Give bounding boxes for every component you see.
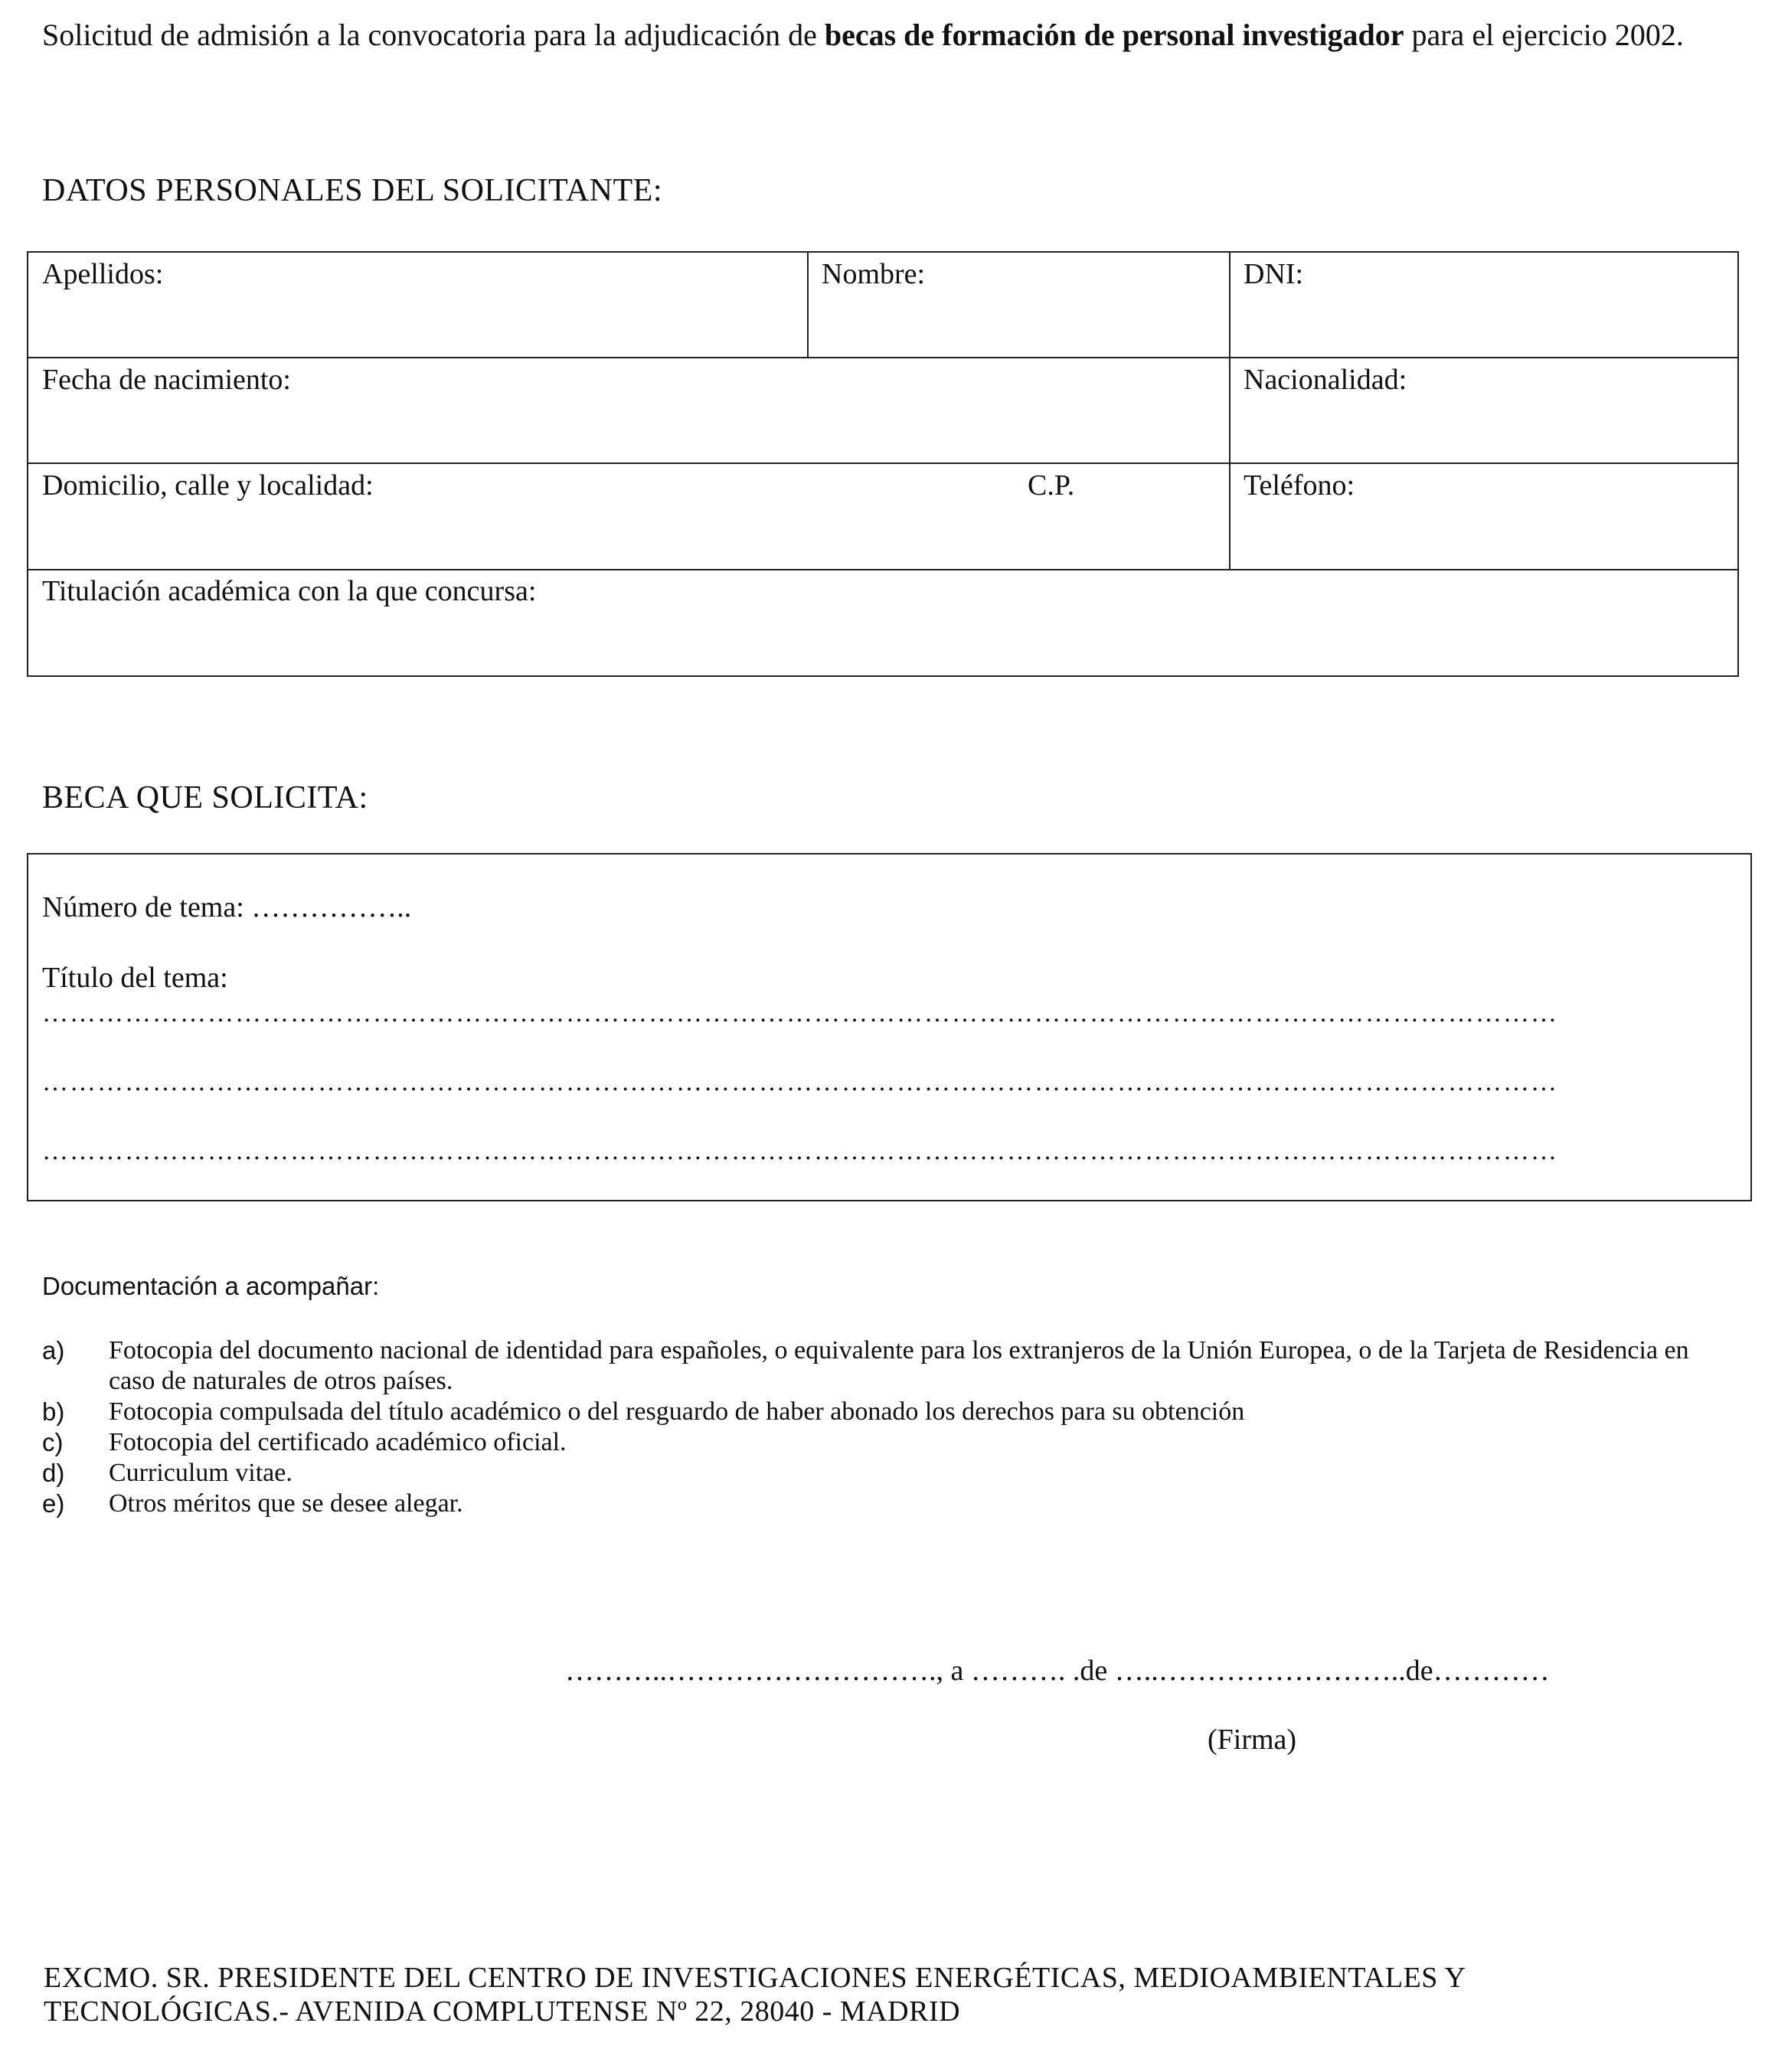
doc-item-letter: a) (42, 1336, 65, 1364)
nombre-field[interactable]: Nombre: (822, 258, 926, 290)
footer-address (44, 1961, 1740, 2028)
table-col-divider (1229, 251, 1231, 570)
doc-item-letter: b) (42, 1397, 65, 1426)
doc-item-text: Curriculum vitae. (109, 1459, 293, 1487)
titulo-tema-line-2[interactable]: ………………………………………………………………………………………………………………………………………………… (42, 1068, 1558, 1096)
doc-item-text: Fotocopia del certificado académico oficial. (109, 1428, 567, 1456)
dni-field[interactable]: DNI: (1244, 258, 1304, 290)
personal-data-table (27, 251, 1739, 677)
titulo-tema-line-1[interactable]: ………………………………………………………………………………………………………………………………………………… (42, 999, 1558, 1028)
place-date-line[interactable]: ………..………………………., a ………. .de …..……………………..de………… (565, 1655, 1550, 1687)
table-row-divider (27, 357, 1739, 358)
numero-tema-field[interactable]: Número de tema: …………….. (42, 891, 412, 923)
apellidos-field[interactable]: Apellidos: (42, 258, 164, 290)
fecha-nacimiento-field[interactable]: Fecha de nacimiento: (42, 364, 291, 396)
intro-prefix: Solicitud de admisión a la convocatoria para la adjudicación de (42, 18, 825, 52)
doc-item-letter: d) (42, 1459, 65, 1487)
cp-field[interactable]: C.P. (1028, 469, 1075, 502)
footer-line-1: EXCMO. SR. PRESIDENTE DEL CENTRO DE INVESTIGACIONES ENERGÉTICAS, MEDIOAMBIENTALES Y (44, 1962, 1466, 1994)
table-row-divider (27, 462, 1739, 464)
doc-item-text: Fotocopia compulsada del título académico o del resguardo de haber abonado los derechos para su obtención (109, 1397, 1245, 1426)
personal-data-heading: DATOS PERSONALES DEL SOLICITANTE: (42, 173, 662, 208)
intro-bold: becas de formación de personal investigador (824, 18, 1404, 52)
firma-label: (Firma) (1208, 1724, 1297, 1756)
doc-item-letter: c) (42, 1428, 64, 1456)
titulo-tema-line-3[interactable]: ………………………………………………………………………………………………………………………………………………… (42, 1137, 1558, 1165)
telefono-field[interactable]: Teléfono: (1244, 469, 1355, 502)
table-col-divider (807, 251, 809, 358)
doc-item-text: Otros méritos que se desee alegar. (109, 1489, 463, 1518)
titulacion-field[interactable]: Titulación académica con la que concursa: (42, 575, 537, 607)
table-row-divider (27, 569, 1739, 570)
footer-line-2: TECNOLÓGICAS.- AVENIDA COMPLUTENSE Nº 22, 28040 - MADRID (44, 1995, 961, 2028)
domicilio-field[interactable]: Domicilio, calle y localidad: (42, 469, 374, 502)
nacionalidad-field[interactable]: Nacionalidad: (1244, 364, 1407, 396)
doc-item-letter: e) (42, 1489, 65, 1518)
intro-suffix: para el ejercicio 2002. (1404, 18, 1684, 52)
doc-item-text: Fotocopia del documento nacional de identidad para españoles, o equivalente para los extranjeros de la Unión Europea, o de la Tarjeta de Residencia en caso de naturales de otros países. (109, 1336, 1689, 1395)
documentacion-heading: Documentación a acompañar: (42, 1272, 380, 1300)
intro-paragraph (42, 17, 1738, 54)
titulo-tema-label: Título del tema: (42, 962, 228, 994)
beca-heading: BECA QUE SOLICITA: (42, 780, 368, 815)
